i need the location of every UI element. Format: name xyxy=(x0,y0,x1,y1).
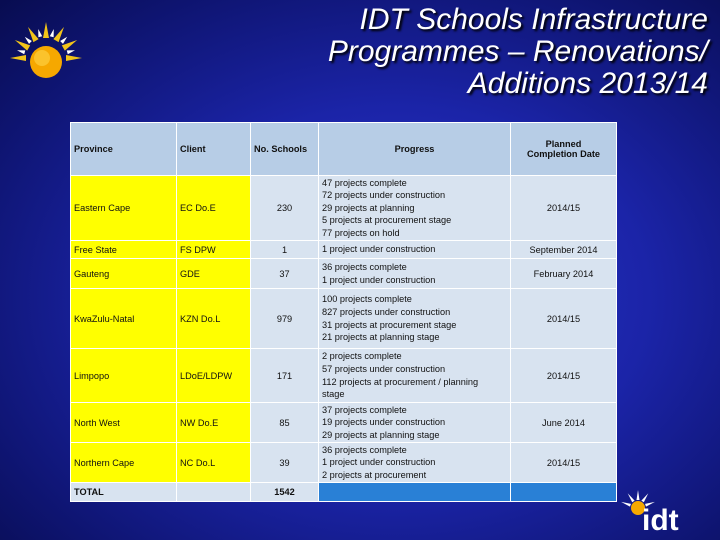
cell-date: 2014/15 xyxy=(511,176,617,241)
cell-province: KwaZulu-Natal xyxy=(71,289,177,349)
cell-province: Free State xyxy=(71,241,177,259)
table-row xyxy=(71,443,617,483)
cell-schools: 39 xyxy=(251,443,319,483)
cell-province: Gauteng xyxy=(71,259,177,289)
table-row xyxy=(71,349,617,403)
table-row xyxy=(71,259,617,289)
progress-line: 827 projects under construction xyxy=(322,306,451,317)
cell-date: 2014/15 xyxy=(511,443,617,483)
projects-table xyxy=(70,122,617,502)
progress-line: 1 project under construction xyxy=(322,274,436,285)
cell-progress xyxy=(319,403,511,443)
progress-line: 36 projects complete xyxy=(322,261,407,272)
title-line-3: Additions 2013/14 xyxy=(467,67,708,100)
cell-date: 2014/15 xyxy=(511,349,617,403)
total-progress-empty xyxy=(319,483,511,502)
header-progress: Progress xyxy=(319,123,511,176)
total-row xyxy=(71,483,617,502)
cell-schools: 85 xyxy=(251,403,319,443)
progress-line: 112 projects at procurement / planning xyxy=(322,376,479,387)
table-header-row xyxy=(71,123,617,176)
cell-progress xyxy=(319,349,511,403)
cell-client: LDoE/LDPW xyxy=(177,349,251,403)
cell-schools: 1 xyxy=(251,241,319,259)
progress-line: 36 projects complete xyxy=(322,444,407,455)
progress-line: 37 projects complete xyxy=(322,404,407,415)
cell-schools: 171 xyxy=(251,349,319,403)
page-title xyxy=(238,4,708,100)
cell-date: February 2014 xyxy=(511,259,617,289)
cell-progress xyxy=(319,241,511,259)
cell-date: 2014/15 xyxy=(511,289,617,349)
cell-schools: 230 xyxy=(251,176,319,241)
cell-client: GDE xyxy=(177,259,251,289)
cell-province: North West xyxy=(71,403,177,443)
total-date-empty xyxy=(511,483,617,502)
sun-logo-icon xyxy=(8,18,86,96)
progress-line: 5 projects at procurement stage xyxy=(322,215,452,226)
title-line-1: IDT Schools Infrastructure xyxy=(359,3,708,36)
cell-province: Limpopo xyxy=(71,349,177,403)
cell-progress xyxy=(319,289,511,349)
progress-line: 31 projects at procurement stage xyxy=(322,319,457,330)
table-row xyxy=(71,176,617,241)
total-label: TOTAL xyxy=(71,483,177,502)
table-body xyxy=(71,176,617,502)
table-row xyxy=(71,241,617,259)
cell-date: June 2014 xyxy=(511,403,617,443)
cell-schools: 979 xyxy=(251,289,319,349)
cell-progress xyxy=(319,176,511,241)
cell-date: September 2014 xyxy=(511,241,617,259)
progress-line: 72 projects under construction xyxy=(322,190,446,201)
progress-line: 2 projects at procurement xyxy=(322,469,427,480)
title-line-2: Programmes – Renovations/ xyxy=(327,35,708,68)
cell-progress xyxy=(319,259,511,289)
table-row xyxy=(71,289,617,349)
cell-client: NC Do.L xyxy=(177,443,251,483)
cell-progress xyxy=(319,443,511,483)
cell-client: NW Do.E xyxy=(177,403,251,443)
progress-line: 100 projects complete xyxy=(322,294,412,305)
progress-line: 29 projects at planning xyxy=(322,202,415,213)
progress-line: 19 projects under construction xyxy=(322,417,446,428)
progress-line: stage xyxy=(322,389,345,400)
cell-client: FS DPW xyxy=(177,241,251,259)
header-province: Province xyxy=(71,123,177,176)
cell-province: Northern Cape xyxy=(71,443,177,483)
idt-logo-text: idt xyxy=(642,504,679,536)
progress-line: 29 projects at planning stage xyxy=(322,429,440,440)
idt-logo-icon xyxy=(616,486,712,536)
progress-line: 21 projects at planning stage xyxy=(322,332,440,343)
progress-line: 1 project under construction xyxy=(322,244,436,255)
progress-line: 47 projects complete xyxy=(322,177,407,188)
total-client-empty xyxy=(177,483,251,502)
header-planned-line-2: Completion Date xyxy=(527,149,600,159)
header-planned-line-1: Planned xyxy=(545,139,582,149)
cell-province: Eastern Cape xyxy=(71,176,177,241)
cell-client: KZN Do.L xyxy=(177,289,251,349)
header-client: Client xyxy=(177,123,251,176)
cell-schools: 37 xyxy=(251,259,319,289)
progress-line: 57 projects under construction xyxy=(322,363,446,374)
progress-line: 2 projects complete xyxy=(322,351,402,362)
table-row xyxy=(71,403,617,443)
progress-line: 77 projects on hold xyxy=(322,227,400,238)
header-schools: No. Schools xyxy=(251,123,319,176)
header-planned-completion xyxy=(511,123,617,176)
total-schools: 1542 xyxy=(251,483,319,502)
cell-client: EC Do.E xyxy=(177,176,251,241)
progress-line: 1 project under construction xyxy=(322,457,436,468)
